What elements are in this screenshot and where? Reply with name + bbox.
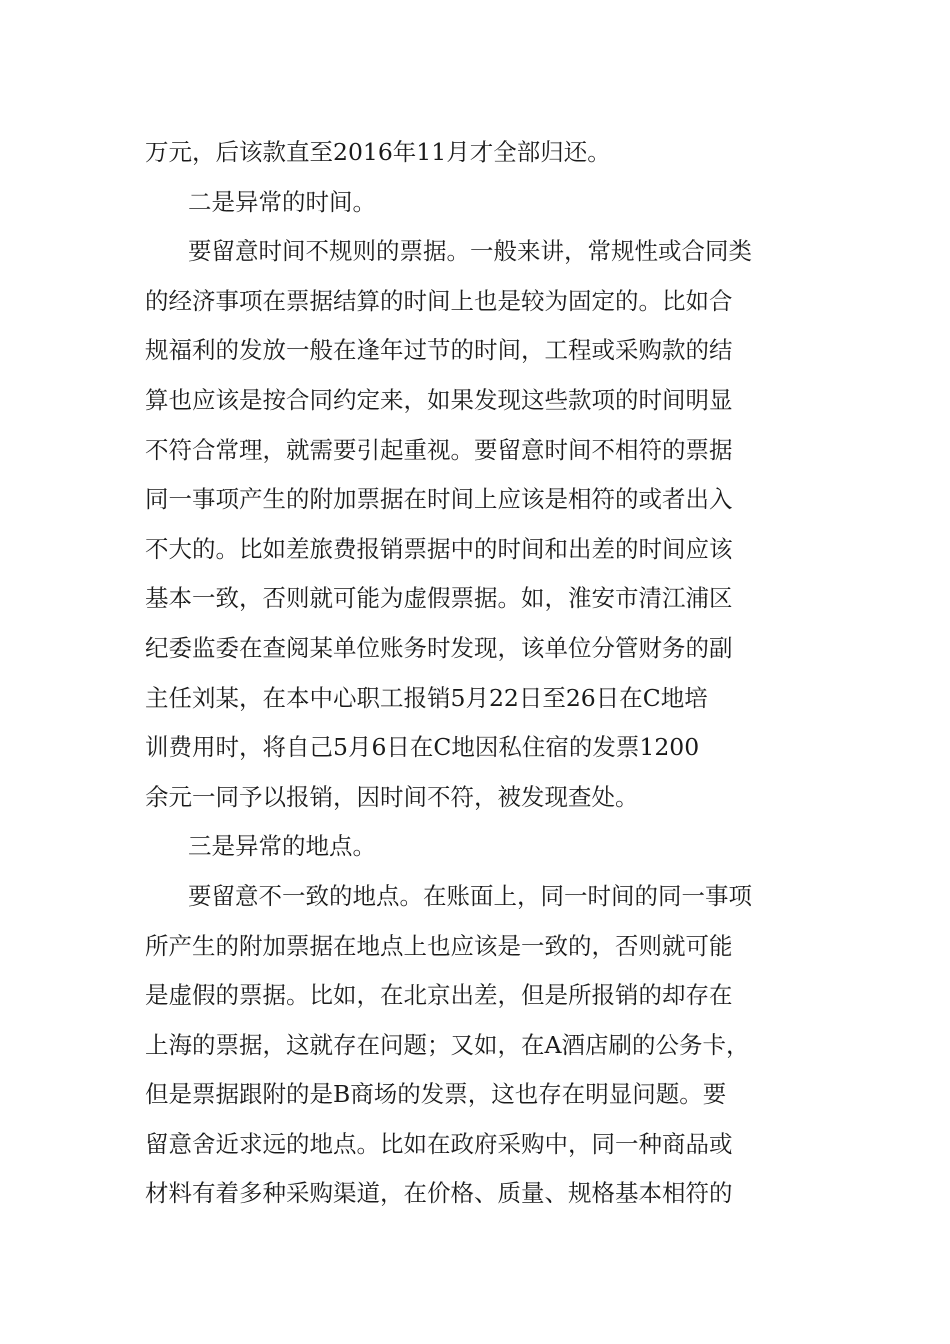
text-line: 基本一致，否则就可能为虚假票据。如，淮安市清江浦区 (145, 584, 733, 613)
text-line: 上海的票据，这就存在问题；又如，在A酒店刷的公务卡， (145, 1030, 750, 1059)
text-line: 留意舍近求远的地点。比如在政府采购中，同一种商品或 (145, 1129, 733, 1158)
text-line: 算也应该是按合同约定来，如果发现这些款项的时间明显 (145, 385, 733, 414)
text-line: 但是票据跟附的是B商场的发票，这也存在明显问题。要 (145, 1080, 727, 1109)
text-line: 余元一同予以报销，因时间不符，被发现查处。 (145, 782, 639, 811)
text-line: 要留意时间不规则的票据。一般来讲，常规性或合同类 (188, 237, 752, 266)
text-line: 所产生的附加票据在地点上也应该是一致的，否则就可能 (145, 931, 733, 960)
text-line: 不大的。比如差旅费报销票据中的时间和出差的时间应该 (145, 534, 733, 563)
text-line: 二是异常的时间。 (188, 187, 376, 216)
text-line: 的经济事项在票据结算的时间上也是较为固定的。比如合 (145, 286, 733, 315)
text-line: 要留意不一致的地点。在账面上，同一时间的同一事项 (188, 881, 752, 910)
text-line: 是虚假的票据。比如，在北京出差，但是所报销的却存在 (145, 981, 733, 1010)
text-line: 同一事项产生的附加票据在时间上应该是相符的或者出入 (145, 485, 733, 514)
text-line: 训费用时，将自己5月6日在C地因私住宿的发票1200 (145, 733, 700, 762)
text-line: 材料有着多种采购渠道，在价格、质量、规格基本相符的 (145, 1179, 733, 1208)
text-line: 万元，后该款直至2016年11月才全部归还。 (145, 138, 611, 166)
text-line: 不符合常理，就需要引起重视。要留意时间不相符的票据 (145, 435, 733, 464)
text-line: 主任刘某，在本中心职工报销5月22日至26日在C地培 (145, 683, 708, 712)
document-body (145, 128, 810, 1219)
text-line: 规福利的发放一般在逢年过节的时间，工程或采购款的结 (145, 336, 733, 365)
text-line: 纪委监委在查阅某单位账务时发现，该单位分管财务的副 (145, 633, 733, 662)
text-line: 三是异常的地点。 (188, 832, 376, 861)
